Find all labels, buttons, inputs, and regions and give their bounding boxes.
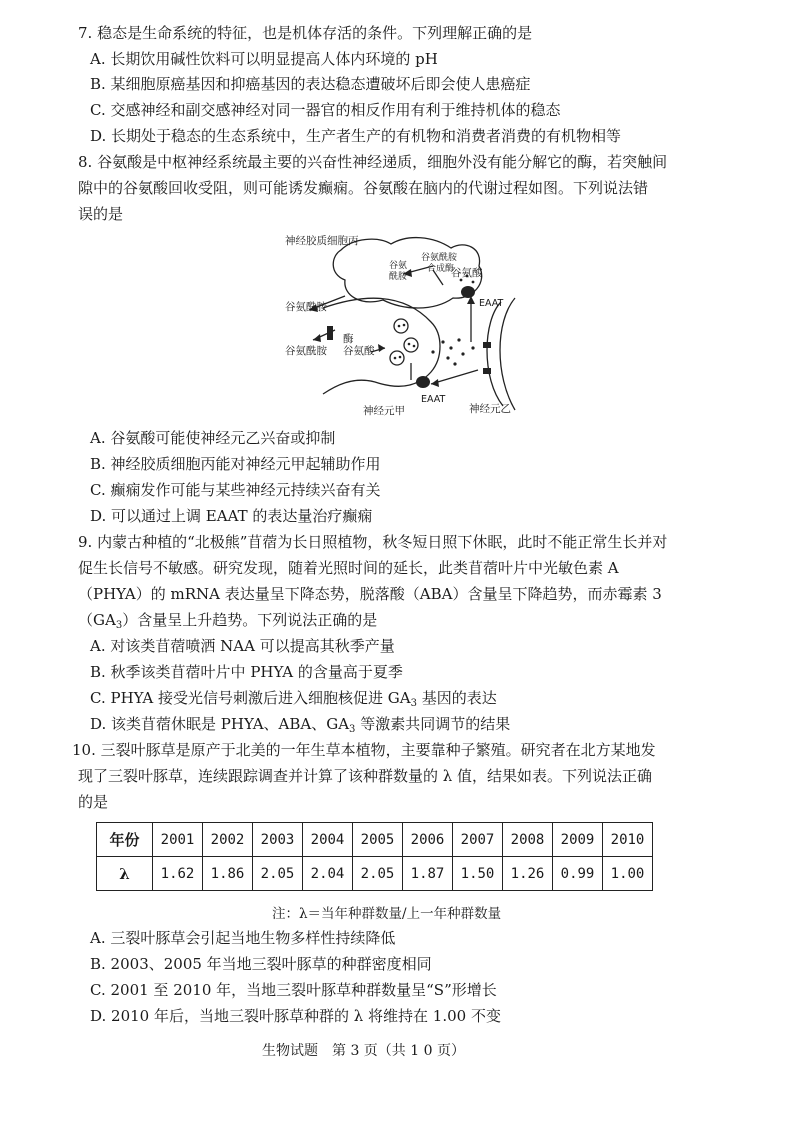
- q8-stem-line2: 隙中的谷氨酸回收受阻，则可能诱发癫痫。谷氨酸在脑内的代谢过程如图。下列说法错: [78, 179, 649, 197]
- q9-option-d: D. 该类苜蓿休眠是 PHYA、ABA、$GA_3$ 等激素共同调节的结果: [90, 715, 511, 735]
- q7-option-a: A. 长期饮用碱性饮料可以明显提高人体内环境的 pH: [90, 50, 438, 68]
- table-cell-year: 2005: [353, 823, 403, 857]
- label-synthase-l1: 谷氨酰胺: [421, 253, 458, 263]
- q8-stem-line3: 误的是: [78, 205, 124, 223]
- table-cell-year: 2001: [153, 823, 203, 857]
- table-header-year: 年份: [97, 823, 153, 857]
- table-cell-year: 2006: [403, 823, 453, 857]
- glutamate-metabolism-diagram: [283, 230, 533, 420]
- q9-stem-line4: $(GA_3)$含量呈上升趋势。下列说法正确的是: [78, 611, 378, 631]
- table-cell-lambda: 2.05: [253, 857, 303, 891]
- table-cell-year: 2009: [553, 823, 603, 857]
- q9-option-b: B. 秋季该类苜蓿叶片中 PHYA 的含量高于夏季: [90, 663, 403, 681]
- label-enzyme: 酶: [343, 333, 354, 345]
- q8-option-a: A. 谷氨酸可能使神经元乙兴奋或抑制: [90, 429, 336, 447]
- table-cell-lambda: 1.87: [403, 857, 453, 891]
- table-cell-year: 2002: [203, 823, 253, 857]
- table-cell-year: 2007: [453, 823, 503, 857]
- table-cell-year: 2004: [303, 823, 353, 857]
- table-cell-lambda: 1.86: [203, 857, 253, 891]
- receptor: [483, 342, 491, 348]
- q10-option-c: C. 2001 至 2010 年，当地三裂叶豚草种群数量呈“S”形增长: [90, 981, 497, 999]
- table-cell-year: 2008: [503, 823, 553, 857]
- table-cell-lambda: 1.50: [453, 857, 503, 891]
- q9-stem-line2: 促生长信号不敏感。研究发现，随着光照时间的延长，此类苜蓿叶片中光敏色素 A: [78, 559, 619, 577]
- q9-stem-line3: （PHYA）的 mRNA 表达量呈下降态势，脱落酸（ABA）含量呈下降趋势，而赤霉素 3: [78, 585, 662, 603]
- table-cell-lambda: 2.04: [303, 857, 353, 891]
- label-glu-neuron: 谷氨酸: [343, 345, 375, 357]
- q10-stem-line3: 的是: [78, 793, 109, 811]
- vesicle: [394, 319, 408, 333]
- table-cell-year: 2003: [253, 823, 303, 857]
- eaat-transporter-top: [461, 286, 475, 298]
- table-cell-lambda: 2.05: [353, 857, 403, 891]
- eaat-transporter-bottom: [416, 376, 430, 388]
- q10-option-b: B. 2003、2005 年当地三裂叶豚草的种群密度相同: [90, 955, 432, 973]
- label-glia-cell: 神经胶质细胞丙: [285, 235, 359, 247]
- table-cell-lambda: 1.62: [153, 857, 203, 891]
- q8-stem-line1: 8. 谷氨酸是中枢神经系统最主要的兴奋性神经递质，细胞外没有能分解它的酶，若突触间: [78, 153, 668, 171]
- table-cell-year: 2010: [603, 823, 653, 857]
- label-eaat-top: EAAT: [479, 298, 504, 309]
- table-header-lambda: λ: [97, 857, 153, 891]
- label-gln-glia-l1: 谷氨: [389, 261, 408, 271]
- table-row-lambda: [97, 857, 653, 891]
- q9-stem-line1: 9. 内蒙古种植的“北极熊”苜蓿为长日照植物，秋冬短日照下休眠，此时不能正常生长并对: [78, 533, 668, 551]
- gln-channel: [327, 326, 333, 340]
- table-cell-lambda: 0.99: [553, 857, 603, 891]
- lambda-table: [96, 822, 653, 891]
- q9-option-c: C. PHYA 接受光信号刺激后进入细胞核促进 $GA_3$ 基因的表达: [90, 689, 497, 709]
- q8-option-c: C. 癫痫发作可能与某些神经元持续兴奋有关: [90, 481, 381, 499]
- q10-option-d: D. 2010 年后，当地三裂叶豚草种群的 λ 将维持在 1.00 不变: [90, 1007, 501, 1025]
- q7-stem: 7. 稳态是生命系统的特征，也是机体存活的条件。下列理解正确的是: [78, 24, 533, 42]
- table-row-years: [97, 823, 653, 857]
- q7-option-b: B. 某细胞原癌基因和抑癌基因的表达稳态遭破坏后即会使人患癌症: [90, 75, 531, 93]
- table-note: 注：λ＝当年种群数量/上一年种群数量: [272, 906, 502, 922]
- vesicle: [390, 351, 404, 365]
- q8-option-b: B. 神经胶质细胞丙能对神经元甲起辅助作用: [90, 455, 381, 473]
- q10-stem-line2: 现了三裂叶豚草，连续跟踪调查并计算了该种群数量的 λ 值，结果如表。下列说法正确: [78, 767, 653, 785]
- label-glu-glia: 谷氨酸: [451, 267, 483, 279]
- label-gln-neuron: 谷氨酰胺: [285, 345, 327, 357]
- q10-option-a: A. 三裂叶豚草会引起当地生物多样性持续降低: [90, 929, 396, 947]
- label-eaat-bottom: EAAT: [421, 394, 446, 405]
- receptor: [483, 368, 491, 374]
- table-cell-lambda: 1.26: [503, 857, 553, 891]
- table-cell-lambda: 1.00: [603, 857, 653, 891]
- label-synthase-l2: 合成酶: [427, 264, 455, 274]
- q7-option-d: D. 长期处于稳态的生态系统中，生产者生产的有机物和消费者消费的有机物相等: [90, 127, 622, 145]
- q9-option-a: A. 对该类苜蓿喷洒 NAA 可以提高其秋季产量: [90, 637, 395, 655]
- label-neuron-a: 神经元甲: [363, 405, 405, 417]
- label-neuron-b: 神经元乙: [469, 403, 511, 415]
- q7-option-c: C. 交感神经和副交感神经对同一器官的相反作用有利于维持机体的稳态: [90, 101, 561, 119]
- page-footer: 生物试题 第 3 页（共 1 0 页）: [262, 1043, 465, 1059]
- vesicle: [404, 338, 418, 352]
- q10-stem-line1: 10. 三裂叶豚草是原产于北美的一年生草本植物，主要靠种子繁殖。研究者在北方某地发: [72, 741, 656, 759]
- q8-option-d: D. 可以通过上调 EAAT 的表达量治疗癫痫: [90, 507, 373, 525]
- label-gln-left: 谷氨酰胺: [285, 301, 327, 313]
- label-gln-glia-l2: 酰胺: [389, 272, 408, 282]
